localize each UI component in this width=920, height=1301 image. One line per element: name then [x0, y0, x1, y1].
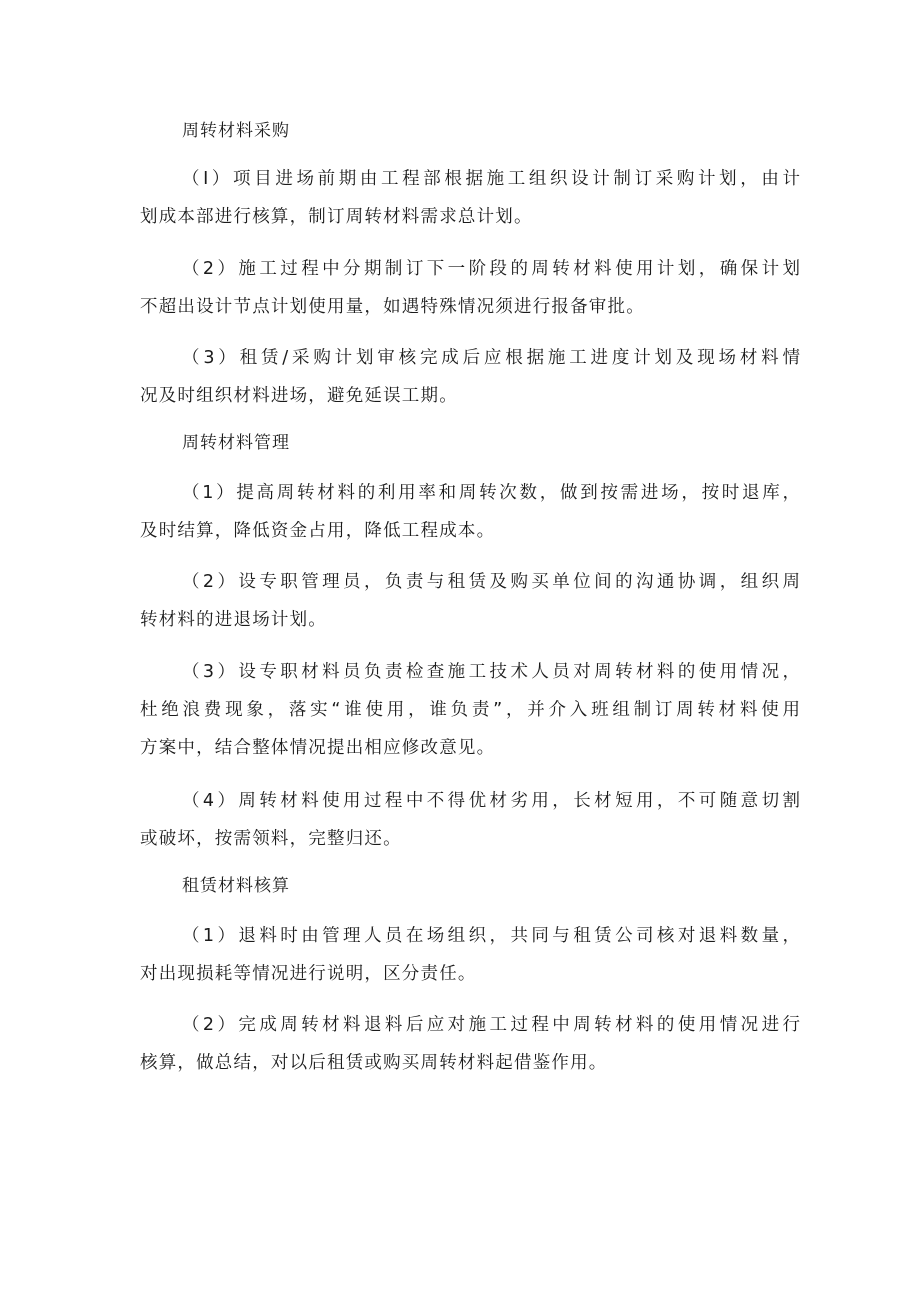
- paragraph-line: 不超出设计节点计划使用量，如遇特殊情况须进行报备审批。: [140, 297, 645, 317]
- paragraph: [140, 160, 800, 236]
- paragraph: [140, 474, 800, 550]
- paragraph: [140, 250, 800, 326]
- paragraph-line: 对出现损耗等情况进行说明，区分责任。: [140, 964, 477, 984]
- paragraph-line: （3）租赁/采购计划审核完成后应根据施工进度计划及现场材料情: [182, 348, 800, 368]
- paragraph-line: 核算，做总结，对以后租赁或购买周转材料起借鉴作用。: [140, 1053, 608, 1073]
- paragraph: [140, 782, 800, 858]
- paragraph-line: （I）项目进场前期由工程部根据施工组织设计制订采购计划，由计: [182, 169, 800, 189]
- paragraph-line: 方案中，结合整体情况提出相应修改意见。: [140, 738, 496, 758]
- paragraph-line: （2）设专职管理员，负责与租赁及购买单位间的沟通协调，组织周: [182, 572, 800, 592]
- paragraph-line: （3）设专职材料员负责检查施工技术人员对周转材料的使用情况，: [182, 662, 800, 682]
- paragraph-line: （2）施工过程中分期制订下一阶段的周转材料使用计划，确保计划: [182, 259, 800, 279]
- paragraph-line: 及时结算，降低资金占用，降低工程成本。: [140, 521, 496, 541]
- paragraph: [140, 917, 800, 993]
- paragraph-line: 或破坏，按需领料，完整归还。: [140, 829, 402, 849]
- paragraph: [140, 563, 800, 639]
- paragraph-line: 杜绝浪费现象，落实“谁使用，谁负责”，并介入班组制订周转材料使用: [140, 700, 800, 720]
- paragraph-line: 转材料的进退场计划。: [140, 610, 327, 630]
- paragraph-line: 划成本部进行核算，制订周转材料需求总计划。: [140, 207, 533, 227]
- paragraph-line: 况及时组织材料进场，避免延误工期。: [140, 386, 458, 406]
- paragraph: [140, 1006, 800, 1082]
- section-heading-management: 周转材料管理: [182, 433, 290, 453]
- paragraph: [140, 339, 800, 415]
- section-heading-accounting: 租赁材料核算: [182, 876, 290, 896]
- paragraph-line: （4）周转材料使用过程中不得优材劣用，长材短用，不可随意切割: [182, 791, 800, 811]
- section-heading-procurement: 周转材料采购: [182, 121, 290, 141]
- paragraph: [140, 653, 800, 767]
- paragraph-line: （1）提高周转材料的利用率和周转次数，做到按需进场，按时退库，: [182, 483, 800, 503]
- paragraph-line: （2）完成周转材料退料后应对施工过程中周转材料的使用情况进行: [182, 1015, 800, 1035]
- paragraph-line: （1）退料时由管理人员在场组织，共同与租赁公司核对退料数量，: [182, 926, 800, 946]
